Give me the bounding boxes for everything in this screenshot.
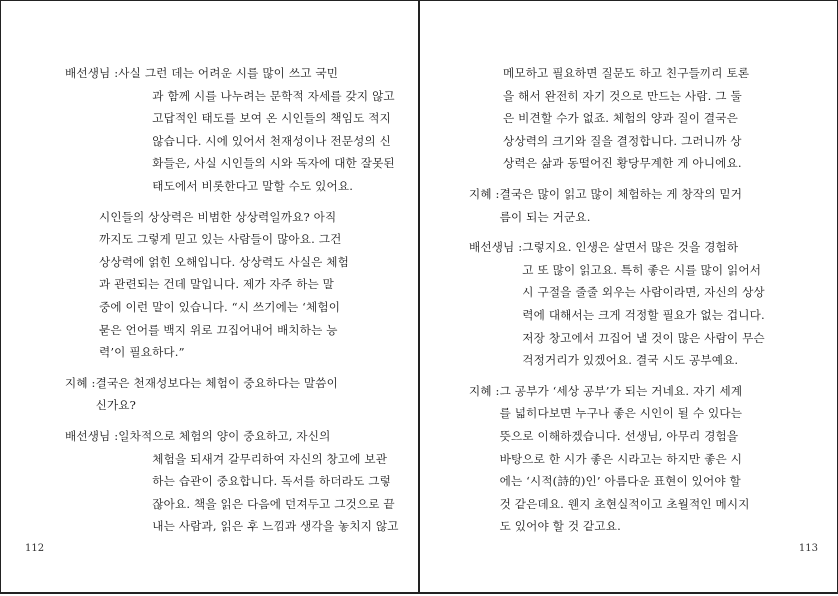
paragraph	[65, 206, 350, 364]
text-line: 고 또 많이 읽고요. 특히 좋은 시를 많이 읽어서	[522, 262, 762, 277]
speaker-label: 지혜 :	[65, 375, 96, 390]
speech-text	[500, 380, 775, 538]
text-line: 신가요?	[95, 398, 137, 413]
speech-text	[522, 236, 775, 372]
text-line: 상력은 삶과 동떨어진 황당무계한 게 아니에요.	[503, 156, 742, 171]
speaker-label: 배선생님 :	[65, 428, 119, 443]
text-line: 결국은 천재성보다는 체험이 중요하다는 말씀이	[95, 375, 338, 390]
text-line: 않습니다. 시에 있어서 천재성이나 전문성의 신	[152, 133, 391, 148]
page-number: 112	[25, 543, 45, 554]
text-line: 태도에서 비롯한다고 말할 수도 있어요.	[152, 178, 354, 193]
text-line: 상상력의 크기와 질을 결정합니다. 그러니까 상	[503, 133, 742, 148]
text-line: 그 공부가 ‘세상 공부’가 되는 거네요. 자기 세계	[499, 383, 743, 398]
text-line: 뜻으로 이해하겠습니다. 선생님, 아무리 경험을	[499, 428, 739, 443]
speech-text	[118, 62, 395, 198]
text-line: 력’이 필요하다.”	[99, 345, 185, 360]
text-line: 걱정거리가 있겠어요. 결국 시도 공부예요.	[522, 353, 739, 368]
text-line: 메모하고 필요하면 질문도 하고 친구들끼리 토론	[503, 66, 750, 80]
dialogue-turn	[469, 236, 775, 372]
text-line: 에는 ‘시적(詩的)인’ 아름다운 표현이 있어야 할	[499, 474, 741, 489]
text-line: 그렇지요. 인생은 살면서 많은 것을 경험하	[522, 240, 739, 255]
dialogue-turn	[469, 380, 775, 538]
speaker-label: 지혜 :	[469, 186, 500, 201]
text-line: 은 비견할 수가 없죠. 체험의 양과 질이 결국은	[503, 111, 738, 126]
text-line: 도 있어야 할 것 같고요.	[499, 519, 621, 534]
text-line: 를 넓히다보면 누구나 좋은 시인이 될 수 있다는	[499, 406, 743, 421]
speech-text	[96, 372, 341, 417]
text-line: 하는 습관이 중요합니다. 독서를 하더라도 그렇	[152, 474, 391, 489]
speech-text	[118, 425, 398, 538]
speaker-label: 지혜 :	[469, 383, 500, 398]
text-line: 결국은 많이 읽고 많이 체험하는 게 창작의 밑거	[499, 186, 743, 201]
text-line: 력에 대해서는 크게 걱정할 필요가 없는 겁니다.	[522, 307, 765, 322]
text-line: 을 해서 완전히 자기 것으로 만드는 사람. 그 둘	[503, 88, 742, 103]
left-page	[1, 0, 418, 592]
speech-text	[500, 183, 775, 228]
speaker-label: 배선생님 :	[469, 240, 523, 255]
text-line: 바탕으로 한 시가 좋은 시라고는 하지만 좋은 시	[499, 451, 743, 466]
dialogue-turn	[65, 425, 399, 538]
dialogue-turn	[469, 183, 775, 228]
text-line: 상상력에 얽힌 오해입니다. 상상력도 사실은 체험	[99, 254, 350, 269]
speaker-label: 배선생님 :	[65, 66, 119, 80]
dialogue-turn	[65, 372, 341, 417]
text-line: 화들은, 사실 시인들의 시와 독자에 대한 잘못된	[152, 156, 395, 171]
right-page-text	[469, 62, 775, 546]
text-line: 까지도 그렇게 믿고 있는 사람들이 많아요. 그건	[99, 232, 342, 247]
right-page	[420, 0, 837, 592]
text-line: 잖아요. 책을 읽은 다음에 던져두고 그것으로 끝	[152, 496, 395, 511]
text-line: 저장 창고에서 끄집어 낼 것이 많은 사람이 무슨	[522, 330, 765, 345]
text-line: 중에 이런 말이 있습니다. “시 쓰기에는 ‘체험이	[99, 299, 341, 314]
text-line: 사실 그런 데는 어려운 시를 많이 쓰고 국민	[118, 66, 339, 80]
text-line: 름이 되는 거군요.	[499, 209, 591, 224]
dialogue-turn	[65, 62, 395, 198]
text-line: 고답적인 태도를 보여 온 시인들의 책임도 적지	[152, 111, 391, 126]
text-line: 시인들의 상상력은 비범한 상상력일까요? 아직	[99, 209, 337, 224]
text-line: 내는 사람과, 읽은 후 느낌과 생각을 놓치지 않고	[152, 519, 399, 534]
text-line: 일차적으로 체험의 양이 중요하고, 자신의	[118, 428, 331, 443]
text-line: 과 함께 시를 나누려는 문학적 자세를 갖지 않고	[152, 88, 395, 103]
page-number: 113	[798, 543, 818, 554]
text-line: 것 같은데요. 웬지 초현실적이고 초월적인 메시지	[499, 496, 750, 511]
text-line: 시 구절을 줄줄 외우는 사람이라면, 자신의 상상	[522, 285, 765, 300]
left-page-text	[65, 62, 399, 546]
paragraph	[503, 62, 775, 175]
text-line: 체험을 되새겨 갈무리하여 자신의 창고에 보관	[152, 451, 388, 466]
text-line: 묻은 언어를 백지 위로 끄집어내어 배치하는 능	[99, 322, 338, 337]
text-line: 과 관련되는 건데 말입니다. 제가 자주 하는 말	[99, 277, 334, 292]
